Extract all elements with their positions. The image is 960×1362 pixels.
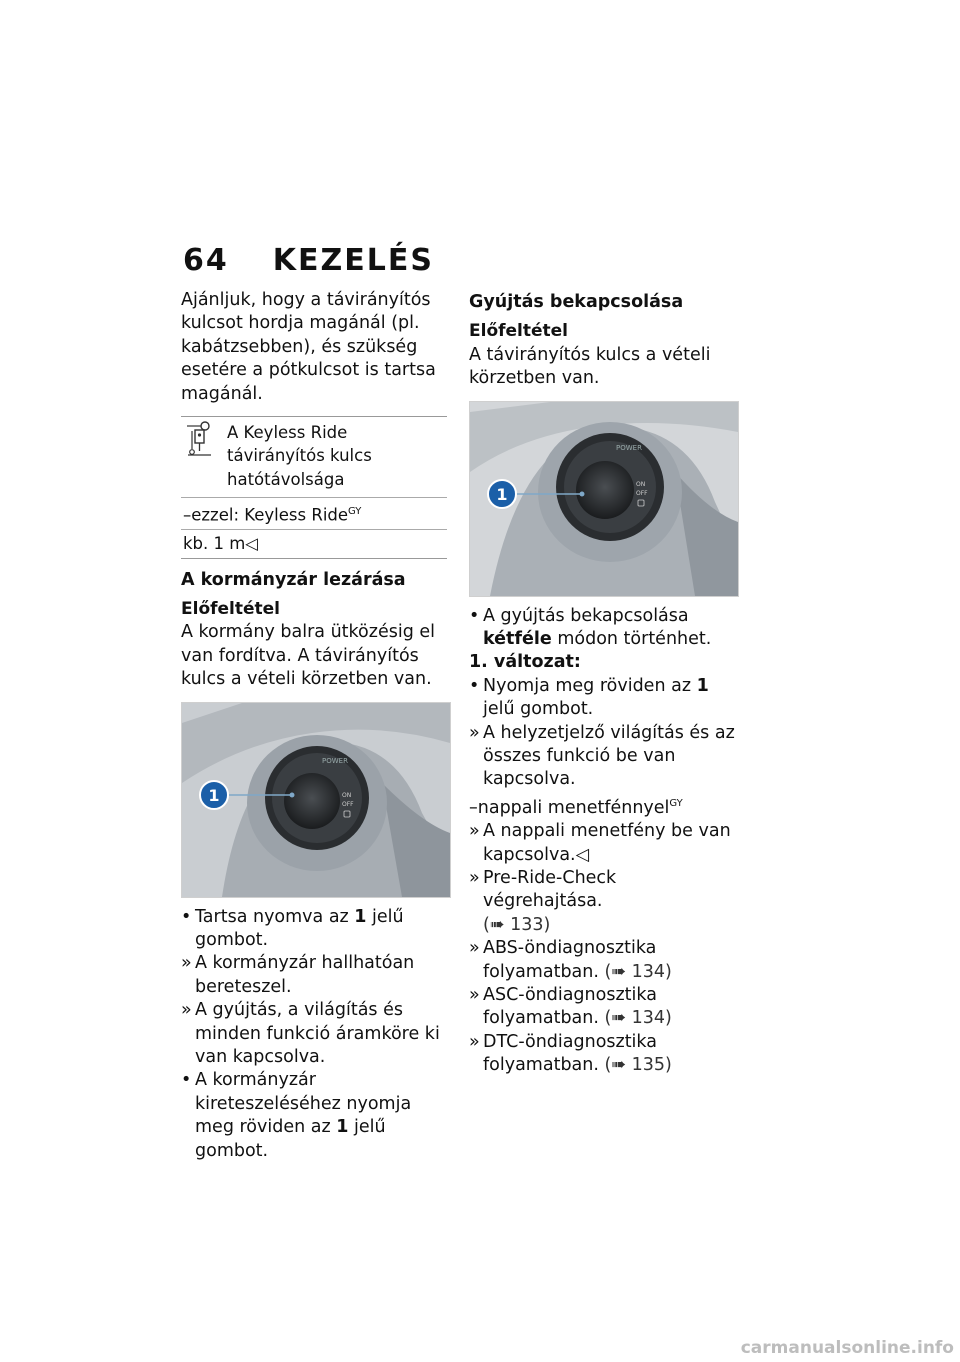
precondition-title: Előfeltétel <box>181 598 281 619</box>
list-item: • A gyújtás bekapcsolása kétféle módon történhet. <box>469 605 712 650</box>
list-item: » A helyzetjelző világítás és az összes funkció be van kapcsolva. <box>469 722 735 790</box>
page-reference[interactable]: (➠ 134) <box>604 961 672 982</box>
list-item: » A kormányzár hallhatóan bereteszel. <box>181 953 415 997</box>
page-heading <box>183 243 434 278</box>
power-marking: POWER <box>322 756 348 765</box>
variant-title: 1. változat: <box>469 652 581 673</box>
infobox-header <box>181 417 447 497</box>
footer-watermark: carmanualsonline.info <box>740 1338 954 1358</box>
right-column <box>469 289 737 1078</box>
section-title-ignition: Gyújtás bekapcsolása <box>469 292 684 312</box>
ignition-result-steps <box>469 820 737 1077</box>
page-reference[interactable]: (➠ 135) <box>604 1055 672 1076</box>
precondition-text: A kormány balra ütközésig el van fordítva. A távirányítós kulcs a vételi körzetben van. <box>181 622 435 690</box>
list-item: • A kormányzár kireteszeléséhez nyomja meg röviden az 1 jelű gombot. <box>181 1070 412 1161</box>
photo-callout-1: 1 <box>208 785 220 805</box>
list-item: » ASC-öndiagnosztika folyamatban. (➠ 134) <box>469 984 672 1029</box>
ignition-button-photo <box>469 401 739 597</box>
reference-arrow-icon: ➠ <box>611 1055 627 1076</box>
range-infobox <box>181 416 447 559</box>
reference-arrow-icon: ➠ <box>611 1008 627 1029</box>
power-marking: POWER <box>616 443 642 452</box>
list-item: » ABS-öndiagnosztika folyamatban. (➠ 134) <box>469 938 672 982</box>
precondition-text: A távirányítós kulcs a vételi körzetben van. <box>469 344 711 389</box>
list-item: • Nyomja meg röviden az 1 jelű gombot. <box>469 675 709 720</box>
ignition-intro <box>469 605 737 652</box>
reference-arrow-icon: ➠ <box>611 961 627 982</box>
intro-text: Ajánljuk, hogy a távirányítós kulcsot hordja magánál (pl. kabátzsebben), és szükség esetére a pótkulcsot is tartsa magánál. <box>181 290 436 404</box>
page-reference[interactable]: (➠ 134) <box>604 1008 672 1029</box>
precondition-title: Előfeltétel <box>469 321 569 342</box>
list-item: » A gyújtás, a világítás és minden funkció áramköre ki van kapcsolva. <box>181 1000 440 1068</box>
photo-callout-1: 1 <box>496 484 508 504</box>
list-item: » A nappali menetfény be van kapcsolva.◁ <box>469 821 731 865</box>
on-marking: ON <box>636 480 646 488</box>
chapter-title: KEZELÉS <box>272 243 434 278</box>
page-number: 64 <box>183 243 229 278</box>
list-item: • Tartsa nyomva az 1 jelű gombot. <box>181 906 404 950</box>
ignition-steps <box>469 675 737 792</box>
on-marking: ON <box>342 791 352 799</box>
key-range-icon <box>183 421 227 491</box>
page-reference[interactable]: (➠ 133) <box>483 914 551 935</box>
infobox-condition: –ezzel: Keyless Ride$^{GY}$ <box>181 497 447 529</box>
section-title-steering-lock: A kormányzár lezárása <box>181 569 406 590</box>
list-item: » Pre-Ride-Check végrehajtása. (➠ 133) <box>469 867 617 935</box>
infobox-value: kb. 1 m◁ <box>181 529 447 557</box>
reference-arrow-icon: ➠ <box>489 914 505 935</box>
list-item: » DTC-öndiagnosztika folyamatban. (➠ 135) <box>469 1031 672 1076</box>
daylight-condition: –nappali menetfénnyel$^{GY}$ <box>469 797 683 818</box>
ignition-button-photo <box>181 702 451 898</box>
infobox-title: A Keyless Ride távirányítós kulcs hatótávolsága <box>227 423 372 489</box>
off-marking: OFF <box>636 489 648 497</box>
off-marking: OFF <box>342 800 354 808</box>
steering-lock-steps <box>181 906 449 1163</box>
left-column <box>181 289 449 1163</box>
